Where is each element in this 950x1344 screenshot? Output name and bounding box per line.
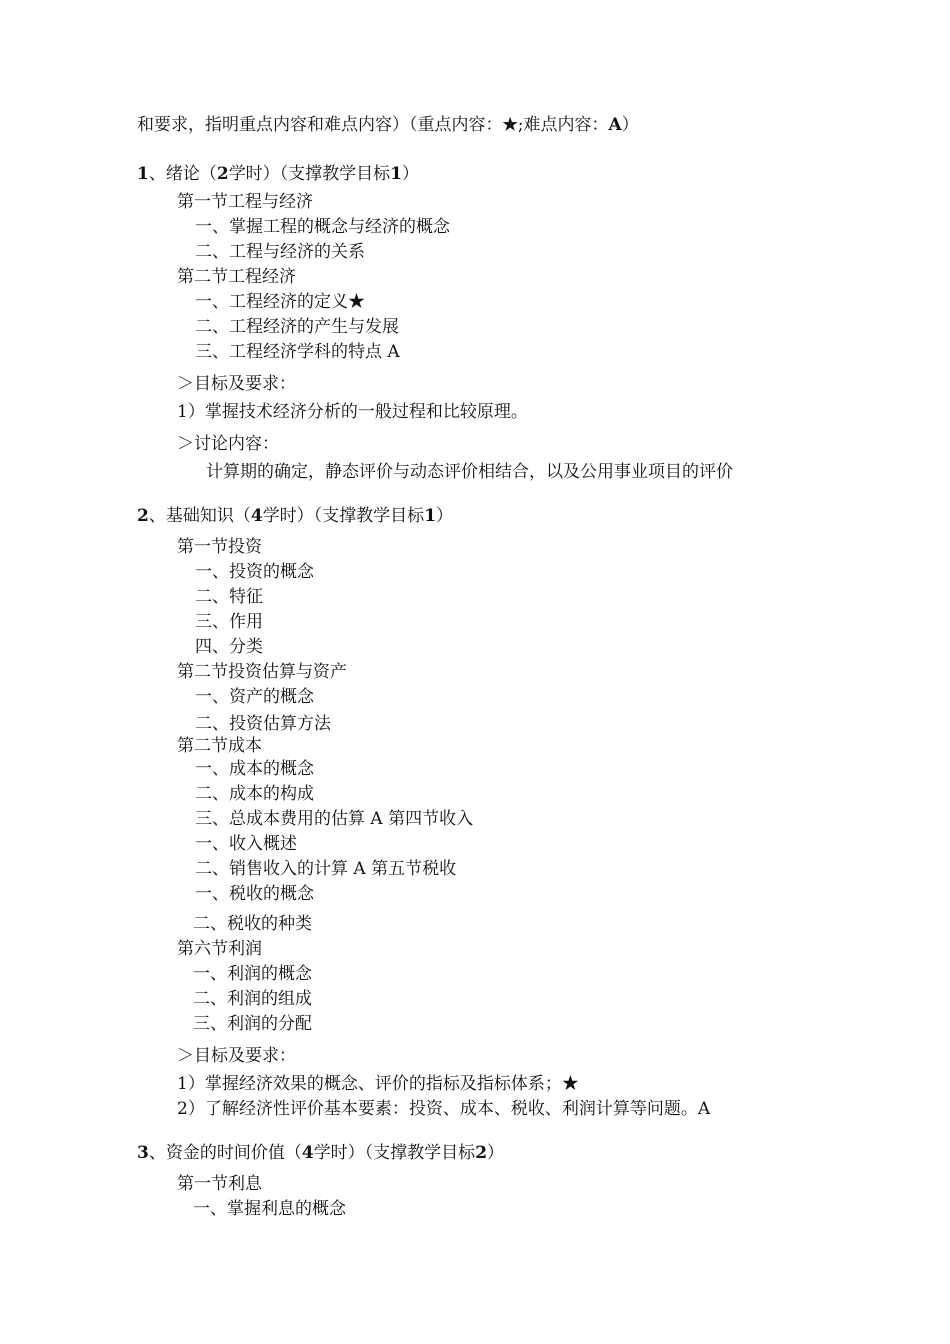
chapter-hours: 4 (301, 1143, 314, 1163)
list-item: 三、利润的分配 (193, 1014, 312, 1034)
chapter-2-heading (137, 505, 453, 527)
intro-text: ） (621, 115, 639, 135)
list-item: 一、掌握工程的概念与经济的概念 (195, 217, 450, 237)
list-item: 一、成本的概念 (195, 759, 314, 779)
goal-item: 2）了解经济性评价基本要素：投资、成本、税收、利润计算等问题。A (177, 1099, 711, 1119)
chapter-title: 、绪论（ (148, 164, 217, 184)
goal-item: 1）掌握经济效果的概念、评价的指标及指标体系；★ (177, 1074, 579, 1094)
list-item: 二、税收的种类 (193, 914, 312, 934)
list-item: 二、投资估算方法 (195, 714, 331, 734)
list-item: 二、销售收入的计算 A 第五节税收 (195, 859, 457, 879)
list-item: 三、工程经济学科的特点 A (195, 342, 400, 362)
chapter-goal: 1 (424, 506, 437, 526)
list-item: 一、投资的概念 (195, 562, 314, 582)
section-title: 第二节工程经济 (177, 267, 296, 287)
section-title: 第一节利息 (177, 1174, 262, 1194)
list-item: 一、资产的概念 (195, 687, 314, 707)
chapter-number: 3 (137, 1143, 149, 1163)
section-title: 第一节投资 (177, 537, 262, 557)
list-item: 二、特征 (195, 587, 263, 607)
chapter-title: ） (402, 164, 420, 184)
chapter-title: 学时）（支撑教学目标 (262, 506, 425, 526)
list-item: 一、收入概述 (195, 834, 297, 854)
chapter-3-heading (137, 1142, 504, 1164)
intro-text: ;难点内容： (517, 115, 609, 135)
chapter-title: 学时）（支撑教学目标 (313, 1143, 476, 1163)
chapter-title: 学时）（支撑教学目标 (228, 164, 391, 184)
chapter-hours: 4 (250, 506, 263, 526)
intro-text: 和要求，指明重点内容和难点内容）（重点内容： (137, 115, 503, 135)
key-point-star: ★ (502, 115, 518, 135)
list-item: 一、工程经济的定义★ (195, 292, 365, 312)
chapter-goal: 2 (475, 1143, 488, 1163)
chapter-goal: 1 (390, 164, 403, 184)
difficulty-mark: A (608, 115, 622, 135)
intro-line (137, 114, 639, 136)
chapter-hours: 2 (216, 164, 229, 184)
list-item: 一、掌握利息的概念 (193, 1199, 346, 1219)
list-item: 二、工程经济的产生与发展 (195, 317, 399, 337)
chapter-title: ） (436, 506, 454, 526)
list-item: 三、作用 (195, 612, 263, 632)
list-item: 四、分类 (195, 637, 263, 657)
section-title: 第六节利润 (177, 939, 262, 959)
list-item: 二、利润的组成 (193, 989, 312, 1009)
list-item: 一、税收的概念 (195, 884, 314, 904)
chapter-title: 、资金的时间价值（ (148, 1143, 302, 1163)
section-title: 第二节投资估算与资产 (177, 662, 347, 682)
goal-item: 1）掌握技术经济分析的一般过程和比较原理。 (177, 402, 528, 422)
goals-label: ＞目标及要求： (177, 1046, 296, 1066)
section-title: 第一节工程与经济 (177, 192, 313, 212)
discussion-text: 计算期的确定，静态评价与动态评价相结合，以及公用事业项目的评价 (206, 462, 733, 482)
list-item: 二、工程与经济的关系 (195, 242, 365, 262)
chapter-title: ） (487, 1143, 505, 1163)
chapter-number: 1 (137, 164, 149, 184)
goals-label: ＞目标及要求： (177, 374, 296, 394)
discussion-label: ＞讨论内容： (177, 434, 279, 454)
section-title: 第二节成本 (177, 736, 262, 756)
list-item: 二、成本的构成 (195, 784, 314, 804)
chapter-1-heading (137, 163, 419, 185)
list-item: 三、总成本费用的估算 A 第四节收入 (195, 809, 474, 829)
chapter-number: 2 (137, 506, 149, 526)
chapter-title: 、基础知识（ (148, 506, 251, 526)
list-item: 一、利润的概念 (193, 964, 312, 984)
